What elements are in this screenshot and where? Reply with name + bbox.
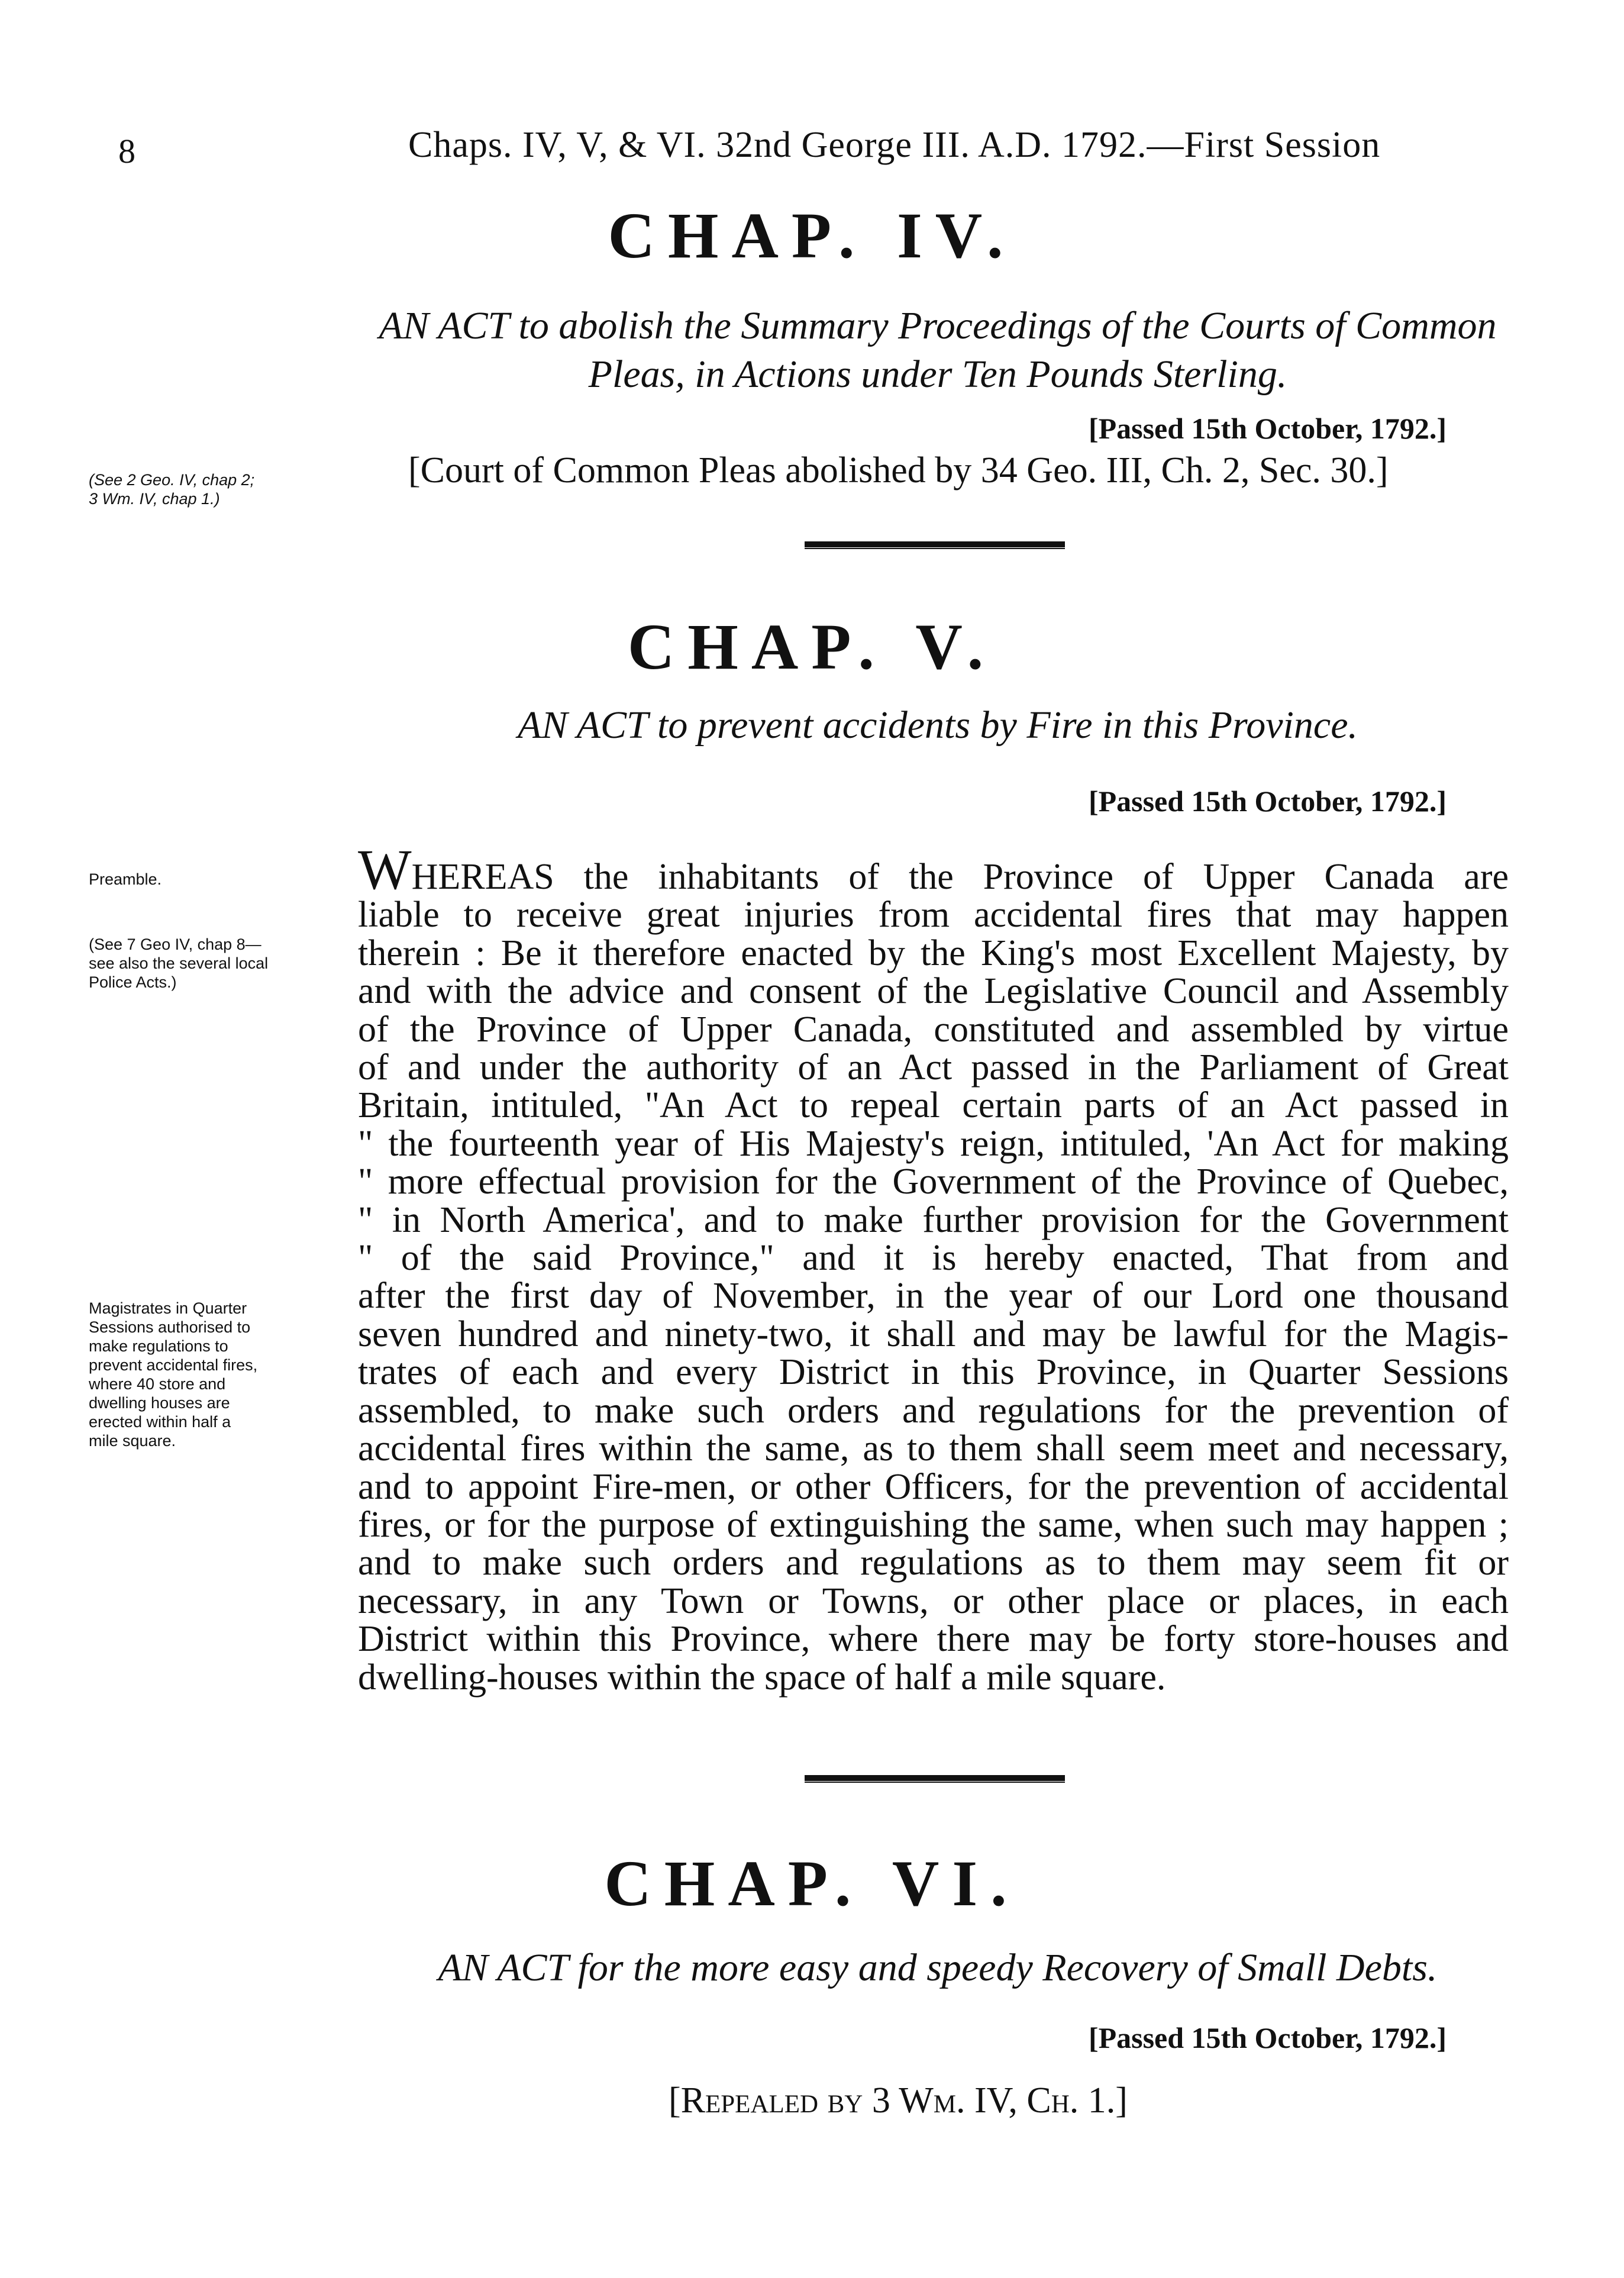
chap-5-heading: CHAP. V.	[627, 611, 997, 683]
drop-cap: W	[358, 838, 412, 901]
body-line: assembled, to make such orders and regulations for the prevention of	[358, 1390, 1509, 1431]
margin-magistrates-line: Sessions authorised to	[89, 1318, 251, 1336]
margin-ref-line: (See 7 Geo IV, chap 8—	[89, 935, 261, 953]
margin-ref-line: Police Acts.)	[89, 973, 177, 991]
margin-note-preamble: Preamble.	[89, 870, 162, 888]
margin-note-police-acts	[89, 935, 349, 992]
chap-4-margin-note-line-2: 3 Wm. IV, chap 1.)	[89, 490, 220, 508]
body-line: " of the said Province," and it is hereby enacted, That from and	[358, 1238, 1509, 1279]
margin-ref-line: see also the several local	[89, 954, 269, 972]
section-divider-1	[805, 541, 1065, 547]
page-number: 8	[118, 132, 135, 170]
chap-4-abolition-note: [Court of Common Pleas abolished by 34 Geo. III, Ch. 2, Sec. 30.]	[408, 450, 1389, 491]
body-line: and to appoint Fire-men, or other Officers, for the prevention of accidental	[358, 1466, 1509, 1507]
body-line: trates of each and every District in this Province, in Quarter Sessions	[358, 1352, 1509, 1393]
body-line: and to make such orders and regulations as to them may seem fit or	[358, 1543, 1509, 1583]
body-line: fires, or for the purpose of extinguishing the same, when such may happen ;	[358, 1504, 1509, 1545]
margin-magistrates-line: erected within half a	[89, 1413, 231, 1431]
body-line: Britain, intituled, "An Act to repeal certain parts of an Act passed in	[358, 1085, 1509, 1126]
section-divider-2	[805, 1775, 1065, 1781]
margin-magistrates-line: dwelling houses are	[89, 1394, 230, 1412]
body-line: of and under the authority of an Act passed in the Parliament of Great	[358, 1047, 1509, 1088]
body-line: and with the advice and consent of the Legislative Council and Assembly	[358, 971, 1509, 1012]
body-line: District within this Province, where there may be forty store-houses and	[358, 1619, 1509, 1660]
chap-6-title: AN ACT for the more easy and speedy Recovery of Small Debts.	[438, 1946, 1438, 1989]
chap-4-title	[331, 302, 1544, 399]
body-line: " the fourteenth year of His Majesty's reign, intituled, 'An Act for making	[358, 1123, 1509, 1164]
chap-6-repealed-note: [Repealed by 3 Wm. IV, Ch. 1.]	[669, 2080, 1128, 2121]
chap-6-heading: CHAP. VI.	[604, 1847, 1020, 1919]
chap-4-passed-date: [Passed 15th October, 1792.]	[1088, 412, 1447, 445]
chap-4-margin-note-line-1: (See 2 Geo. IV, chap 2;	[89, 471, 255, 489]
body-line: after the first day of November, in the year of our Lord one thousand	[358, 1276, 1509, 1317]
margin-note-magistrates	[89, 1299, 349, 1450]
chap-4-margin-note	[89, 470, 349, 508]
body-line: liable to receive great injuries from accidental fires that may happen	[358, 895, 1509, 935]
chap-4-heading: CHAP. IV.	[608, 199, 1016, 272]
chap-5-passed-date: [Passed 15th October, 1792.]	[1088, 785, 1447, 818]
body-line: " more effectual provision for the Government of the Province of Quebec,	[358, 1161, 1509, 1202]
body-line: of the Province of Upper Canada, constituted and assembled by virtue	[358, 1009, 1509, 1050]
chap-6-passed-date: [Passed 15th October, 1792.]	[1088, 2021, 1447, 2054]
body-line: accidental fires within the same, as to them shall seem meet and necessary,	[358, 1428, 1509, 1469]
page-header	[0, 124, 1624, 189]
body-line: seven hundred and ninety-two, it shall and may be lawful for the Magis-	[358, 1314, 1509, 1354]
body-line: therein : Be it therefore enacted by the King's most Excellent Majesty, by	[358, 933, 1509, 973]
margin-magistrates-line: prevent accidental fires,	[89, 1356, 258, 1374]
margin-magistrates-line: where 40 store and	[89, 1375, 226, 1393]
running-head: Chaps. IV, V, & VI. 32nd George III. A.D. 1792.—First Session	[408, 125, 1381, 165]
body-line: dwelling-houses within the space of half a mile square.	[358, 1657, 1166, 1698]
margin-magistrates-line: Magistrates in Quarter	[89, 1299, 247, 1317]
body-line: WHEREAS the inhabitants of the Province of Upper Canada are	[358, 838, 1509, 901]
body-line: necessary, in any Town or Towns, or other place or places, in each	[358, 1580, 1509, 1621]
chap-4-title-line-1: AN ACT to abolish the Summary Proceedings of the Courts of Common	[379, 304, 1497, 347]
chap-5-body	[358, 838, 1509, 1698]
chap-5-title: AN ACT to prevent accidents by Fire in this Province.	[518, 704, 1358, 747]
margin-magistrates-line: mile square.	[89, 1432, 176, 1450]
margin-magistrates-line: make regulations to	[89, 1337, 228, 1355]
body-line: " in North America', and to make further provision for the Government	[358, 1199, 1509, 1240]
chap-4-title-line-2: Pleas, in Actions under Ten Pounds Sterling.	[588, 353, 1287, 396]
